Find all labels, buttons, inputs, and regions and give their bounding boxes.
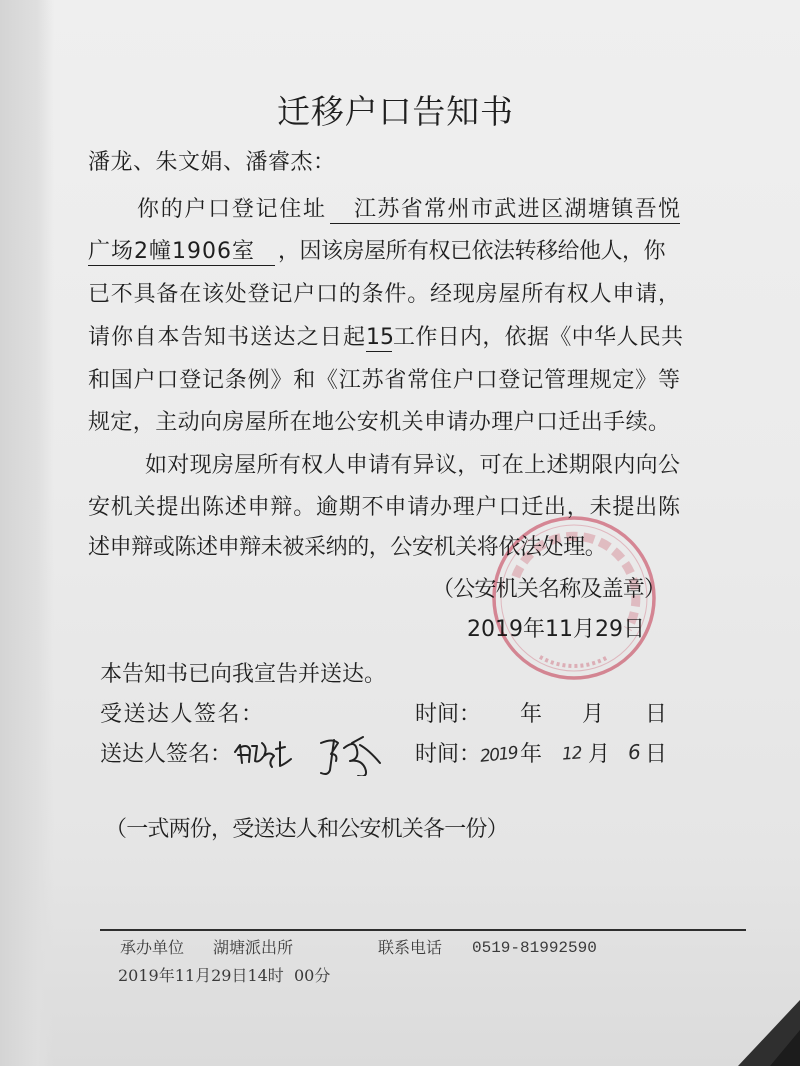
body-line-5: 和国户口登记条例》和《江苏省常住户口登记管理规定》等 <box>88 368 680 393</box>
recipient-signature-label: 受送达人签名： <box>100 702 265 727</box>
body-line-1-prefix: 你的户口登记住址 <box>137 197 325 222</box>
server-day-handwritten: 6 <box>627 739 642 765</box>
body-line-4-prefix: 请你自本告知书送达之日起 <box>88 325 365 350</box>
address-field-part-2: 广场2幢1906室 <box>88 238 275 266</box>
body-line-2-suffix: ，因该房屋所有权已依法转移给他人，你 <box>278 239 666 264</box>
document-title: 迁移户口告知书 <box>277 92 513 131</box>
footer-divider <box>100 929 746 931</box>
acknowledgement-line: 本告知书已向我宣告并送达。 <box>100 662 387 687</box>
server-month-unit: 月 <box>588 742 611 767</box>
seal-caption: （公安机关名称及盖章） <box>432 577 666 602</box>
server-signature-1-handwritten <box>232 738 294 772</box>
recipient-year-unit: 年 <box>520 702 543 727</box>
server-year-handwritten: 2019 <box>479 743 519 767</box>
server-year-unit: 年 <box>520 742 543 767</box>
body-line-6: 规定，主动向房屋所在地公安机关申请办理户口迁出手续。 <box>88 410 670 435</box>
footer-unit: 湖塘派出所 <box>213 938 294 957</box>
footer-phone-label: 联系电话 <box>378 938 443 957</box>
footer-phone: 0519-81992590 <box>472 939 597 957</box>
footer-timestamp: 2019年11月29日14时 00分 <box>118 966 331 985</box>
server-day-unit: 日 <box>645 742 668 767</box>
recipient-day-unit: 日 <box>645 702 668 727</box>
deadline-days-field: 15 <box>366 325 394 350</box>
footer-unit-label: 承办单位 <box>120 938 185 957</box>
recipient-time-label: 时间： <box>415 702 482 727</box>
body-line-4-suffix: 工作日内，依据《中华人民共 <box>393 325 683 350</box>
server-signature-label: 送达人签名： <box>100 742 233 767</box>
server-time-label: 时间： <box>415 742 482 767</box>
addressee-line: 潘龙、朱文娟、潘睿杰： <box>88 150 336 175</box>
objection-line-3: 述申辩或陈述申辩未被采纳的，公安机关将依法处理。 <box>88 535 607 560</box>
issue-date: 2019年11月29日 <box>467 617 645 642</box>
copies-note: （一式两份，受送达人和公安机关各一份） <box>105 817 508 842</box>
objection-line-1: 如对现房屋所有权人申请有异议，可在上述期限内向公 <box>145 453 680 478</box>
body-line-3: 已不具备在该处登记户口的条件。经现房屋所有权人申请， <box>88 282 680 307</box>
objection-line-2: 安机关提出陈述申辩。逾期不申请办理户口迁出，未提出陈 <box>88 495 680 520</box>
address-field-part-1: 江苏省常州市武进区湖塘镇吾悦 <box>330 196 680 224</box>
paper-edge-shadow <box>0 0 54 1066</box>
server-signature-2-handwritten <box>316 734 384 776</box>
server-month-handwritten: 12 <box>561 743 583 765</box>
recipient-month-unit: 月 <box>582 702 605 727</box>
